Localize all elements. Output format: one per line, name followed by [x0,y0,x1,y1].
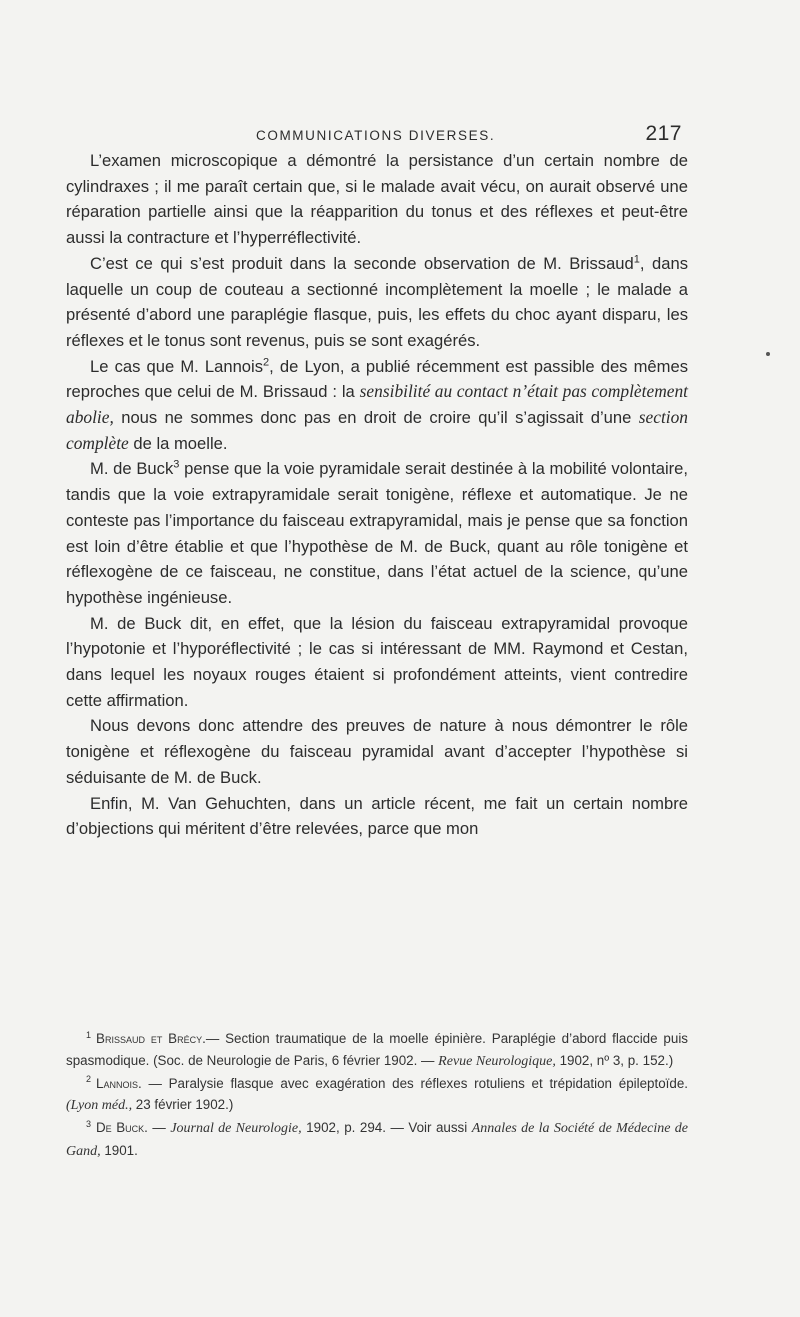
footnote-1 [66,1028,688,1073]
paragraph-3-text-d: de la moelle. [128,433,228,453]
paragraph-5-text: M. de Buck dit, en effet, que la lésion du faisceau extrapyramidal provoque l’hypotonie et l’hyporéflectivité ; le cas si intéressant de MM. Raymond et Cestan, dans lequel les noyaux rouges étaient si profondément atteints, vient contredire cette affirmation. [66,613,688,710]
footnote-2-text-b: 23 février 1902.) [132,1097,234,1113]
footnote-ref-2: 2 [263,356,270,369]
paragraph-3-text-a: Le cas que M. Lannois [90,356,264,376]
footnote-3-text-c: 1901. [100,1142,138,1158]
margin-speck [766,352,770,356]
footnote-3-text-a: — [147,1120,171,1136]
footnote-2-mark: 2 [86,1074,92,1085]
footnote-1-text-b: 1902, nº 3, p. 152.) [555,1052,674,1068]
paragraph-6 [66,713,688,790]
footnote-2-journal: (Lyon méd., [66,1098,133,1114]
paragraph-4-text-b: pense que la voie pyramidale serait destinée à la mobilité volontaire, tandis que la voie extrapyramidale serait tonigène, réflexe et automatique. Je ne conteste pas l’importance du faisceau extrapyramidal, mais je pense que sa fonction est loin d’être établie et que l’hypothèse de M. de Buck, quant au rôle tonigène et réflexogène de ce faisceau, ne constitue, dans l’état actuel de la science, qu’une hypothèse ingénieuse. [66,459,688,607]
footnote-3-annales: Annales de la Société de Médecine de Gand, [66,1121,688,1159]
footnote-3-text-b: 1902, p. 294. — Voir aussi [301,1120,472,1136]
paragraph-3-text-b: , de Lyon, a publié récemment est passible des mêmes reproches que celui de M. Brissaud : la [66,356,689,402]
page-number: 217 [645,122,682,145]
paragraph-7-text: Enfin, M. Van Gehuchten, dans un article récent, me fait un certain nombre d’objections qui méritent d’être relevées, parce que mon [66,793,688,839]
paragraph-3-text-c: nous ne sommes donc pas en droit de croire qu’il s’agissait d’une [113,408,639,428]
paragraph-2 [66,251,688,354]
footnote-1-mark: 1 [86,1029,92,1040]
paragraph-5 [66,611,688,714]
paragraph-3-emphasis-2: section complète [66,407,688,453]
footnote-3-mark: 3 [86,1118,92,1129]
footnote-1-authors: Brissaud et Brécy. [96,1031,206,1046]
running-title: COMMUNICATIONS DIVERSES. [256,128,496,143]
paragraph-1-text: L’examen microscopique a démontré la persistance d’un certain nombre de cylindraxes ; il me paraît certain que, si le malade avait vécu, on aurait observé une réparation partielle ainsi que la réapparition du tonus et des réflexes et peut-être aussi la contracture et l’hyperréflectivité. [66,151,688,248]
paragraph-6-text: Nous devons donc attendre des preuves de nature à nous démontrer le rôle tonigène et réflexogène du faisceau pyramidal avant d’accepter l’hypothèse si séduisante de M. de Buck. [66,716,688,787]
paragraph-7 [66,791,688,842]
paragraph-2-text-a: C’est ce qui s’est produit dans la seconde observation de M. Brissaud [90,253,634,273]
footnote-ref-1: 1 [633,253,640,266]
footnote-ref-3: 3 [173,458,180,471]
paragraph-3-emphasis-1: sensibilité au contact n’était pas complètement abolie, [66,381,688,428]
footnote-3-journal: Journal de Neurologie, [170,1121,302,1137]
paragraph-1 [66,148,688,251]
footnote-2 [66,1073,688,1118]
footnote-2-text-a: — Paralysie flasque avec exagération des réflexes rotuliens et trépidation épileptoïde. [141,1075,688,1091]
footnotes [66,1028,688,1163]
footnote-1-journal: Revue Neurologique, [438,1053,556,1069]
footnote-3 [66,1117,688,1163]
paragraph-3 [66,354,688,457]
paragraph-4 [66,456,688,610]
footnote-1-text-a: — Section traumatique de la moelle épinière. Paraplégie d’abord flaccide puis spasmodique. (Soc. de Neurologie de Paris, 6 février 1902. — [66,1031,688,1068]
paragraph-2-text-b: , dans laquelle un coup de couteau a sectionné incomplètement la moelle ; le malade a présenté d’abord une paraplégie flasque, puis, les effets du choc ayant disparu, les réflexes et le tonus sont revenus, puis se sont exagérés. [66,253,688,350]
paragraph-4-text-a: M. de Buck [90,459,174,479]
footnote-2-author: Lannois. [96,1075,142,1091]
running-head [66,122,686,146]
body-text [66,148,688,842]
footnote-3-author: De Buck. [96,1120,148,1136]
